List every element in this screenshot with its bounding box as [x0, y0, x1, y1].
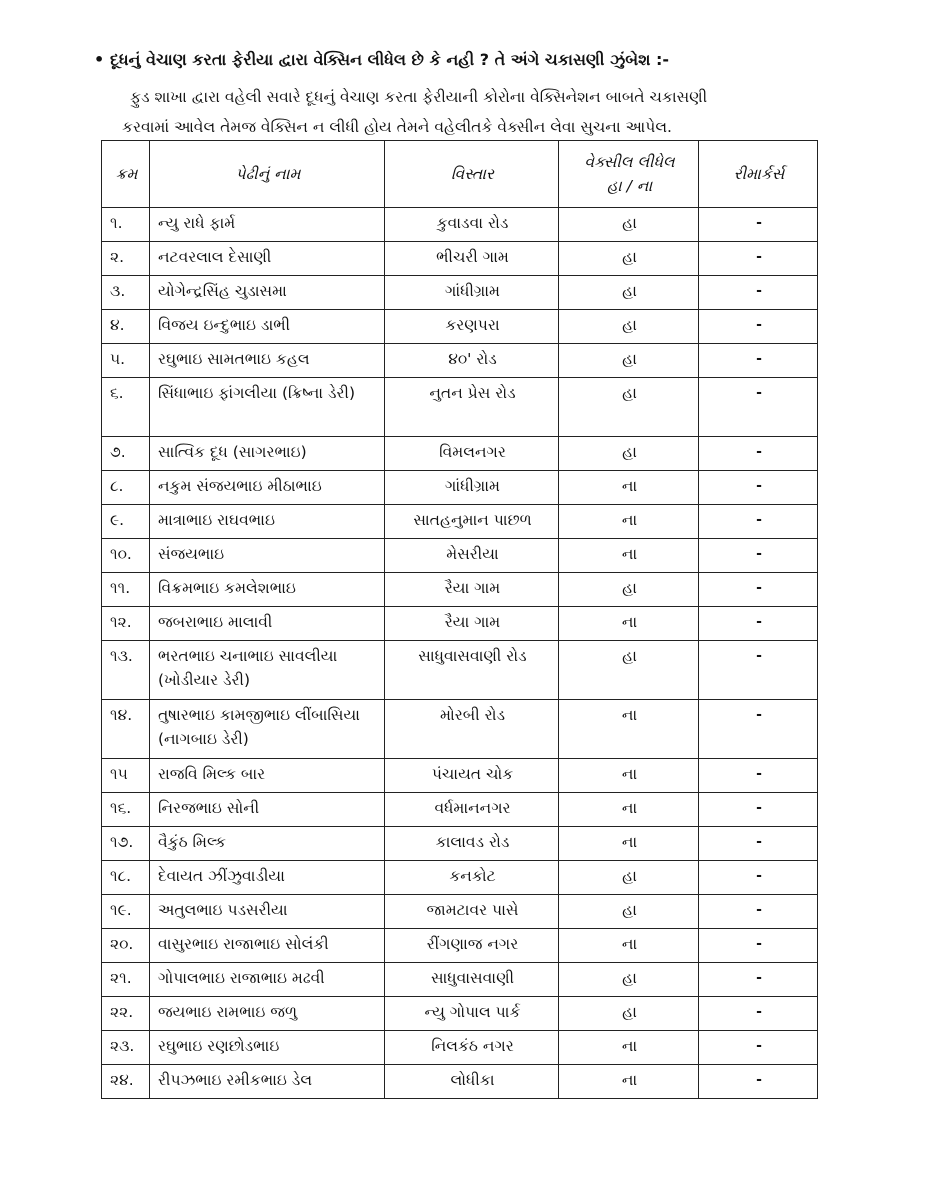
remarks-cell: - — [699, 929, 818, 963]
vaccine-status-cell: હા — [559, 997, 699, 1031]
area-cell: વિમલનગર — [385, 437, 559, 471]
table-row — [102, 997, 818, 1031]
remarks-cell: - — [699, 793, 818, 827]
table-row — [102, 573, 818, 607]
vaccine-status-cell: હા — [559, 641, 699, 700]
serial-no-cell: ૧૪. — [102, 700, 150, 759]
area-cell: જામટાવર પાસે — [385, 895, 559, 929]
area-cell: ભીચરી ગામ — [385, 242, 559, 276]
serial-no-cell: ૧૭. — [102, 827, 150, 861]
serial-no-cell: ૨૧. — [102, 963, 150, 997]
vaccine-status-cell: ના — [559, 700, 699, 759]
firm-name-cell: અતુલભાઇ પડસરીયા — [150, 895, 385, 929]
serial-no-cell: ૨૨. — [102, 997, 150, 1031]
serial-no-cell: ૯. — [102, 505, 150, 539]
serial-no-cell: ૧૮. — [102, 861, 150, 895]
vaccine-status-cell: ના — [559, 793, 699, 827]
firm-name-cell: જયભાઇ રામભાઇ જળુ — [150, 997, 385, 1031]
remarks-cell: - — [699, 963, 818, 997]
area-cell: સાધુવાસવાણી રોડ — [385, 641, 559, 700]
vaccine-status-cell: હા — [559, 208, 699, 242]
vaccine-status-cell: હા — [559, 895, 699, 929]
vaccine-status-cell: ના — [559, 929, 699, 963]
remarks-cell: - — [699, 276, 818, 310]
firm-name-cell: રાજવિ મિલ્ક બાર — [150, 759, 385, 793]
firm-name-cell: વૈકુંઠ મિલ્ક — [150, 827, 385, 861]
serial-no-cell: ૭. — [102, 437, 150, 471]
serial-no-cell: ૬. — [102, 378, 150, 437]
remarks-cell: - — [699, 607, 818, 641]
firm-name-cell: નિરજભાઇ સોની — [150, 793, 385, 827]
table-row — [102, 895, 818, 929]
remarks-cell: - — [699, 471, 818, 505]
header-vaccine-label: વેક્સીલ લીધેલ — [584, 153, 675, 171]
vaccine-status-cell: હા — [559, 310, 699, 344]
header-remarks: રીમાર્કર્સ — [699, 141, 818, 208]
firm-name-cell: રઘુભાઇ સામતભાઇ કહલ — [150, 344, 385, 378]
serial-no-cell: ૧૬. — [102, 793, 150, 827]
table-row — [102, 276, 818, 310]
firm-name-cell: દેવાયત ઝીંઝુવાડીયા — [150, 861, 385, 895]
table-row — [102, 437, 818, 471]
vaccine-status-cell: હા — [559, 378, 699, 437]
remarks-cell: - — [699, 1065, 818, 1099]
table-row — [102, 378, 818, 437]
remarks-cell: - — [699, 437, 818, 471]
firm-name-cell: જબરાભાઇ માલાવી — [150, 607, 385, 641]
area-cell: મોરબી રોડ — [385, 700, 559, 759]
area-cell: રૈયા ગામ — [385, 607, 559, 641]
header-firm-name: પેઢીનું નામ — [150, 141, 385, 208]
area-cell: રીંગણાજ નગર — [385, 929, 559, 963]
table-row — [102, 208, 818, 242]
firm-name-cell: યોગેન્દ્રસિંહ ચુડાસમા — [150, 276, 385, 310]
vaccine-status-cell: હા — [559, 573, 699, 607]
table-row — [102, 641, 818, 700]
remarks-cell: - — [699, 344, 818, 378]
firm-name-cell: તુષારભાઇ કામજીભાઇ લીંબાસિયા (નાગબાઇ ડેરી) — [150, 700, 385, 759]
table-row — [102, 963, 818, 997]
bullet-icon: • — [94, 50, 105, 69]
area-cell: ગાંધીગ્રામ — [385, 276, 559, 310]
vaccine-status-cell: હા — [559, 437, 699, 471]
firm-name-cell: સિંધાભાઇ ફાંગલીયા (ક્રિષ્ના ડેરી) — [150, 378, 385, 437]
serial-no-cell: ૧૦. — [102, 539, 150, 573]
area-cell: ૪૦' રોડ — [385, 344, 559, 378]
remarks-cell: - — [699, 505, 818, 539]
firm-name-cell: ભરતભાઇ ચનાભાઇ સાવલીયા (ખોડીયાર ડેરી) — [150, 641, 385, 700]
remarks-cell: - — [699, 573, 818, 607]
area-cell: નુતન પ્રેસ રોડ — [385, 378, 559, 437]
vaccine-status-cell: હા — [559, 276, 699, 310]
area-cell: કનકોટ — [385, 861, 559, 895]
serial-no-cell: ૧૧. — [102, 573, 150, 607]
table-header-row — [102, 141, 818, 208]
area-cell: ગાંધીગ્રામ — [385, 471, 559, 505]
area-cell: કાલાવડ રોડ — [385, 827, 559, 861]
remarks-cell: - — [699, 895, 818, 929]
table-row — [102, 1031, 818, 1065]
table-row — [102, 310, 818, 344]
area-cell: સાધુવાસવાણી — [385, 963, 559, 997]
firm-name-cell: સંજયભાઇ — [150, 539, 385, 573]
table-row — [102, 929, 818, 963]
table-row — [102, 759, 818, 793]
table-row — [102, 700, 818, 759]
vaccine-status-cell: ના — [559, 759, 699, 793]
intro-line-1: ફુડ શાખા દ્વારા વહેલી સવારે દૂધનું વેચાણ કરતા ફેરીયાની કોરોના વેક્સિનેશન બાબતે ચકાસણી — [130, 88, 708, 106]
table-row — [102, 242, 818, 276]
firm-name-cell: માત્રાભાઇ રાઘવભાઇ — [150, 505, 385, 539]
serial-no-cell: ૧૯. — [102, 895, 150, 929]
firm-name-cell: સાત્વિક દૂધ (સાગરભાઇ) — [150, 437, 385, 471]
remarks-cell: - — [699, 759, 818, 793]
header-area: વિસ્તાર — [385, 141, 559, 208]
area-cell: કુવાડવા રોડ — [385, 208, 559, 242]
table-row — [102, 793, 818, 827]
area-cell: નિલકંઠ નગર — [385, 1031, 559, 1065]
serial-no-cell: ૧૫ — [102, 759, 150, 793]
vaccine-status-cell: ના — [559, 827, 699, 861]
remarks-cell: - — [699, 208, 818, 242]
vaccine-status-cell: હા — [559, 242, 699, 276]
firm-name-cell: ન્યુ રાધે ફાર્મ — [150, 208, 385, 242]
vaccine-status-cell: ના — [559, 505, 699, 539]
vaccine-status-cell: ના — [559, 1031, 699, 1065]
area-cell: સાતહનુમાન પાછળ — [385, 505, 559, 539]
area-cell: લોધીકા — [385, 1065, 559, 1099]
section-heading-text: દૂધનું વેચાણ કરતા ફેરીયા દ્વારા વેક્સિન લીધેલ છે કે નહી ? તે અંગે ચકાસણી ઝુંબેશ :- — [110, 50, 670, 69]
serial-no-cell: ૧. — [102, 208, 150, 242]
firm-name-cell: રઘુભાઇ રણછોડભાઇ — [150, 1031, 385, 1065]
header-vaccine-yes-no: હા / ના — [606, 177, 653, 195]
area-cell: કરણપરા — [385, 310, 559, 344]
serial-no-cell: ૧૩. — [102, 641, 150, 700]
area-cell: રૈયા ગામ — [385, 573, 559, 607]
vaccination-check-table — [101, 140, 818, 1099]
area-cell: પંચાયત ચોક — [385, 759, 559, 793]
serial-no-cell: ૫. — [102, 344, 150, 378]
remarks-cell: - — [699, 310, 818, 344]
firm-name-cell: રીપઝભાઇ રમીકભાઇ ડેલ — [150, 1065, 385, 1099]
remarks-cell: - — [699, 827, 818, 861]
firm-name-cell: વિજય ઇન્દુભાઇ ડાભી — [150, 310, 385, 344]
serial-no-cell: ૮. — [102, 471, 150, 505]
intro-line-2: કરવામાં આવેલ તેમજ વેક્સિન ન લીધી હોય તેમને વહેલીતકે વેક્સીન લેવા સુચના આપેલ. — [122, 118, 672, 136]
vaccine-status-cell: હા — [559, 344, 699, 378]
firm-name-cell: વાસુરભાઇ રાજાભાઇ સોલંકી — [150, 929, 385, 963]
serial-no-cell: ૨૩. — [102, 1031, 150, 1065]
section-heading — [94, 50, 670, 70]
serial-no-cell: ૪. — [102, 310, 150, 344]
vaccine-status-cell: હા — [559, 861, 699, 895]
table-row — [102, 505, 818, 539]
table-row — [102, 861, 818, 895]
remarks-cell: - — [699, 242, 818, 276]
vaccine-status-cell: ના — [559, 539, 699, 573]
header-vaccine-taken — [559, 141, 699, 208]
header-serial-no: ક્રમ — [102, 141, 150, 208]
remarks-cell: - — [699, 700, 818, 759]
serial-no-cell: ૨. — [102, 242, 150, 276]
firm-name-cell: ગોપાલભાઇ રાજાભાઇ મઢવી — [150, 963, 385, 997]
firm-name-cell: નકુમ સંજયભાઇ મીઠાભાઇ — [150, 471, 385, 505]
table-row — [102, 471, 818, 505]
serial-no-cell: ૧૨. — [102, 607, 150, 641]
serial-no-cell: ૨૦. — [102, 929, 150, 963]
serial-no-cell: ૨૪. — [102, 1065, 150, 1099]
firm-name-cell: નટવરલાલ દેસાણી — [150, 242, 385, 276]
remarks-cell: - — [699, 861, 818, 895]
vaccine-status-cell: ના — [559, 471, 699, 505]
area-cell: ન્યુ ગોપાલ પાર્ક — [385, 997, 559, 1031]
area-cell: વર્ધમાનનગર — [385, 793, 559, 827]
vaccine-status-cell: હા — [559, 963, 699, 997]
table-row — [102, 344, 818, 378]
remarks-cell: - — [699, 997, 818, 1031]
remarks-cell: - — [699, 378, 818, 437]
remarks-cell: - — [699, 539, 818, 573]
intro-paragraph — [122, 82, 820, 142]
remarks-cell: - — [699, 641, 818, 700]
table-body — [102, 208, 818, 1099]
table-row — [102, 827, 818, 861]
remarks-cell: - — [699, 1031, 818, 1065]
vaccine-status-cell: ના — [559, 607, 699, 641]
table-row — [102, 607, 818, 641]
area-cell: મેસરીયા — [385, 539, 559, 573]
serial-no-cell: ૩. — [102, 276, 150, 310]
table-row — [102, 1065, 818, 1099]
vaccine-status-cell: ના — [559, 1065, 699, 1099]
table-row — [102, 539, 818, 573]
firm-name-cell: વિક્રમભાઇ કમલેશભાઇ — [150, 573, 385, 607]
